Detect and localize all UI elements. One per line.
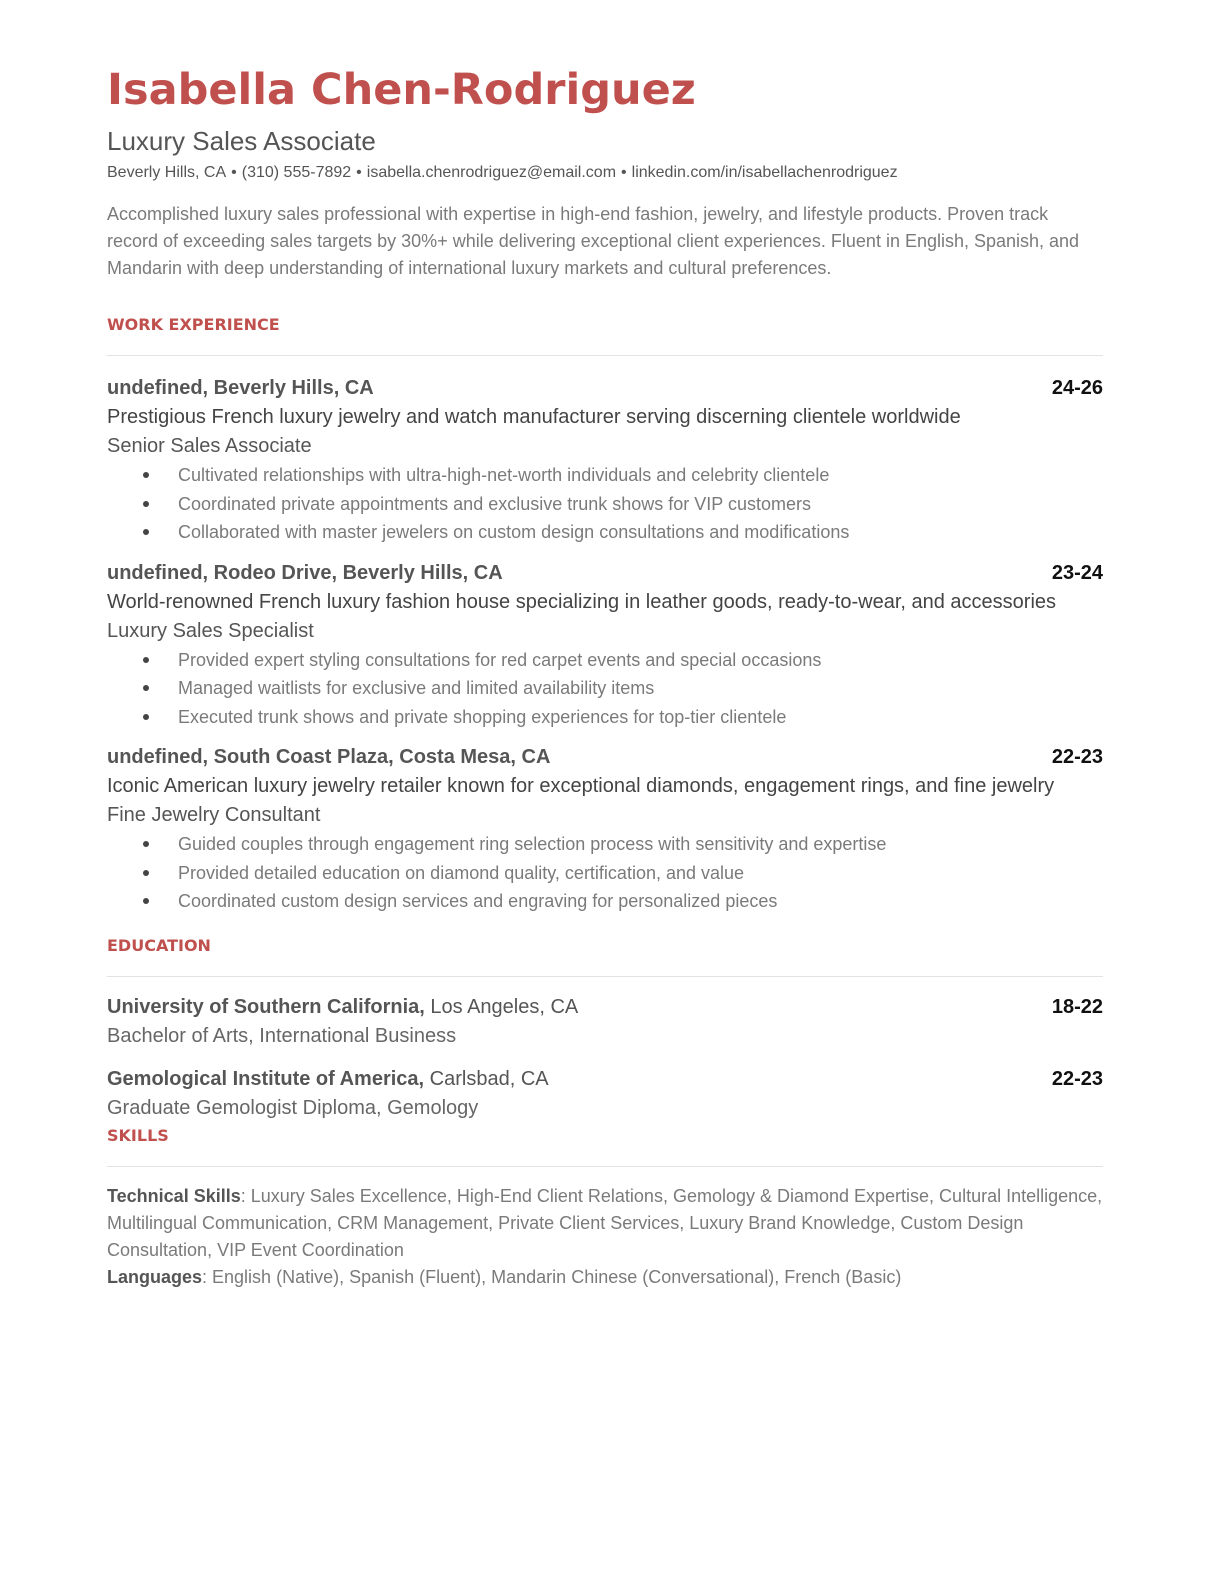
contact-linkedin[interactable]: linkedin.com/in/isabellachenrodriguez	[631, 164, 898, 181]
contact-location: Beverly Hills, CA	[107, 164, 227, 181]
skills-heading: SKILLS	[107, 1125, 169, 1145]
job-dates: 24-26	[1051, 377, 1103, 399]
list-item: Coordinated custom design services and engraving for personalized pieces	[107, 887, 1103, 916]
contact-line	[107, 162, 1103, 184]
list-item: Guided couples through engagement ring selection process with sensitivity and expertise	[107, 830, 1103, 859]
contact-separator: •	[621, 164, 627, 181]
education-degree: Graduate Gemologist Diploma, Gemology	[107, 1096, 479, 1119]
contact-separator: •	[356, 164, 362, 181]
candidate-title: Luxury Sales Associate	[107, 126, 376, 156]
resume-page	[107, 62, 1103, 1291]
section-divider	[107, 1166, 1103, 1167]
job-company-location: undefined, South Coast Plaza, Costa Mesa, CA	[107, 746, 551, 768]
education-degree: Bachelor of Arts, International Business	[107, 1024, 457, 1047]
job-entry	[107, 559, 1103, 732]
languages-label: Languages	[107, 1266, 203, 1287]
job-company-location: undefined, Beverly Hills, CA	[107, 377, 374, 399]
job-bullets	[107, 646, 1103, 732]
technical-skills	[107, 1183, 1103, 1264]
education-entry	[107, 993, 1103, 1051]
languages-value: : English (Native), Spanish (Fluent), Mandarin Chinese (Conversational), French (Basic)	[202, 1266, 902, 1287]
education-school: University of Southern California,	[107, 995, 425, 1018]
job-company-description: World-renowned French luxury fashion house specializing in leather goods, ready-to-wear, and accessories	[107, 590, 1057, 613]
education-heading: EDUCATION	[107, 935, 211, 955]
list-item: Provided detailed education on diamond quality, certification, and value	[107, 859, 1103, 888]
list-item: Cultivated relationships with ultra-high-net-worth individuals and celebrity clientele	[107, 461, 1103, 490]
education-dates: 22-23	[1051, 1067, 1103, 1090]
education-entry	[107, 1065, 1103, 1123]
job-entry	[107, 374, 1103, 547]
job-role: Luxury Sales Specialist	[107, 619, 314, 642]
job-company-location: undefined, Rodeo Drive, Beverly Hills, CA	[107, 561, 503, 584]
section-divider	[107, 976, 1103, 977]
professional-summary: Accomplished luxury sales professional with expertise in high-end fashion, jewelry, and lifestyle products. Proven track record of exceeding sales targets by 30%+ while delivering exceptional client experiences. Fluent in English, Spanish, and Mandarin with deep understanding of international luxury markets and cultural preferences.	[107, 204, 1080, 278]
list-item: Provided expert styling consultations for red carpet events and special occasions	[107, 646, 1103, 675]
technical-skills-value: : Luxury Sales Excellence, High-End Client Relations, Gemology & Diamond Expertise, Cultural Intelligence, Multilingual Communication, CRM Management, Private Client Services, Luxury Brand Knowledge, Custom Design Consultation, VIP Event Coordination	[107, 1185, 1103, 1260]
education-dates: 18-22	[1051, 995, 1103, 1018]
list-item: Managed waitlists for exclusive and limited availability items	[107, 674, 1103, 703]
education-location: Carlsbad, CA	[429, 1067, 549, 1090]
job-bullets	[107, 461, 1103, 547]
contact-separator: •	[231, 164, 237, 181]
job-company-description: Prestigious French luxury jewelry and watch manufacturer serving discerning clientele worldwide	[107, 406, 961, 428]
list-item: Coordinated private appointments and exclusive trunk shows for VIP customers	[107, 490, 1103, 519]
candidate-name: Isabella Chen-Rodriguez	[107, 65, 696, 115]
job-dates: 22-23	[1051, 746, 1103, 768]
job-header	[107, 559, 1103, 588]
technical-skills-label: Technical Skills	[107, 1185, 241, 1206]
list-item: Collaborated with master jewelers on custom design consultations and modifications	[107, 518, 1103, 547]
job-dates: 23-24	[1051, 561, 1103, 584]
job-role: Senior Sales Associate	[107, 435, 312, 457]
education-header	[107, 1065, 1103, 1094]
contact-email[interactable]: isabella.chenrodriguez@email.com	[366, 164, 617, 181]
job-company-description: Iconic American luxury jewelry retailer known for exceptional diamonds, engagement rings, and fine jewelry	[107, 775, 1055, 797]
languages	[107, 1264, 1103, 1291]
education-school: Gemological Institute of America,	[107, 1067, 425, 1090]
job-bullets	[107, 830, 1103, 916]
job-entry	[107, 743, 1103, 916]
section-divider	[107, 355, 1103, 356]
job-header	[107, 374, 1103, 403]
list-item: Executed trunk shows and private shopping experiences for top-tier clientele	[107, 703, 1103, 732]
job-role: Fine Jewelry Consultant	[107, 804, 321, 826]
education-header	[107, 993, 1103, 1022]
education-location: Los Angeles, CA	[430, 995, 579, 1018]
work-experience-heading: WORK EXPERIENCE	[107, 315, 280, 334]
job-header	[107, 743, 1103, 772]
contact-phone: (310) 555-7892	[241, 164, 352, 181]
